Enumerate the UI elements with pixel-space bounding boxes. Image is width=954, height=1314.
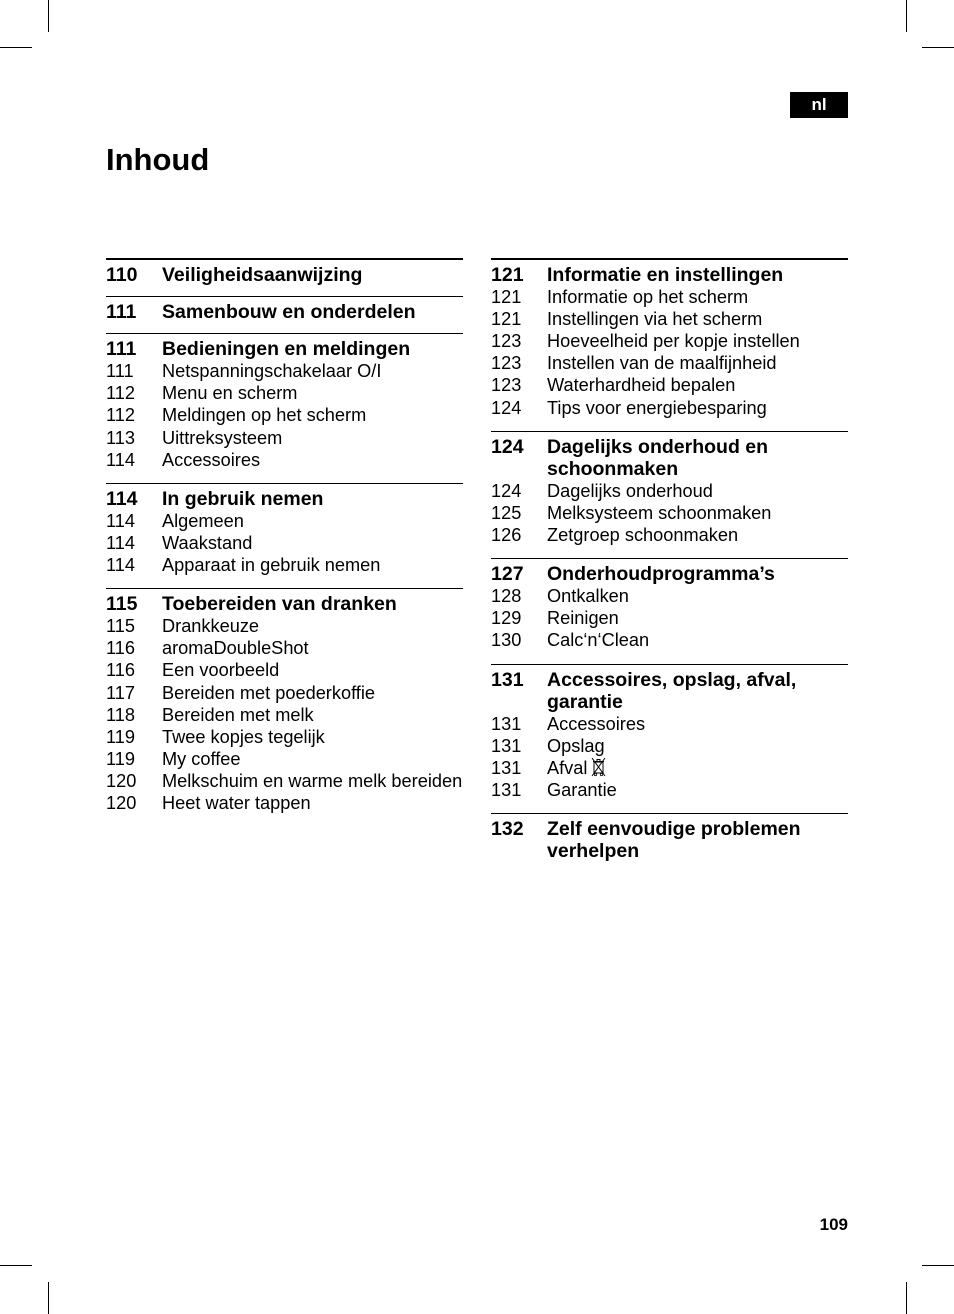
toc-entry-title bbox=[547, 374, 848, 396]
toc-entry-title bbox=[162, 382, 463, 404]
toc-entry[interactable] bbox=[106, 615, 463, 637]
toc-entry[interactable] bbox=[491, 779, 848, 801]
toc-entry-label: Meldingen op het scherm bbox=[162, 405, 367, 426]
toc-entry-label: In gebruik nemen bbox=[162, 487, 324, 510]
toc-page-number: 112 bbox=[106, 383, 135, 404]
toc-entry-label: Dagelijks onderhoud en schoonmaken bbox=[547, 435, 769, 480]
toc-page-number: 118 bbox=[106, 704, 135, 725]
toc-page-number: 124 bbox=[491, 435, 524, 458]
toc-entry-title bbox=[162, 532, 463, 554]
toc-entry-title bbox=[162, 554, 463, 576]
toc-entry-title bbox=[162, 682, 463, 704]
toc-entry-title bbox=[162, 637, 463, 659]
toc-entry-title bbox=[547, 607, 848, 629]
toc-page-number: 124 bbox=[491, 480, 522, 501]
toc-page-number: 111 bbox=[106, 338, 137, 361]
toc-entry[interactable] bbox=[491, 713, 848, 735]
toc-entry[interactable] bbox=[491, 524, 848, 546]
toc-entry-label: Informatie op het scherm bbox=[547, 287, 749, 308]
toc-section bbox=[491, 558, 848, 663]
toc-entry-title bbox=[547, 308, 848, 330]
toc-entry-label: Accessoires bbox=[162, 449, 261, 470]
toc-entry-title bbox=[162, 704, 463, 726]
toc-entry[interactable] bbox=[491, 330, 848, 352]
toc-entry[interactable] bbox=[106, 532, 463, 554]
toc-entry-label: Dagelijks onderhoud bbox=[547, 480, 713, 501]
toc-entry-title bbox=[547, 480, 848, 502]
toc-entry-title bbox=[547, 397, 848, 419]
toc-entry-label: Hoeveelheid per kopje instellen bbox=[547, 331, 800, 352]
toc-entry-label: Tips voor energiebesparing bbox=[547, 397, 767, 418]
toc-page-number: 123 bbox=[491, 375, 522, 396]
toc-page-number: 131 bbox=[491, 735, 522, 756]
toc-entry[interactable] bbox=[491, 397, 848, 419]
toc-entry-title bbox=[162, 659, 463, 681]
toc-entry[interactable] bbox=[106, 554, 463, 576]
page-number: 109 bbox=[819, 1215, 848, 1234]
toc-section-heading[interactable] bbox=[491, 669, 848, 713]
toc-page-number: 117 bbox=[106, 682, 135, 703]
toc-entry-title bbox=[162, 338, 463, 360]
toc-entry-title bbox=[547, 629, 848, 651]
toc-page-number: 127 bbox=[491, 563, 524, 586]
crop-mark bbox=[48, 0, 49, 32]
toc-page-number: 114 bbox=[106, 532, 135, 553]
toc-page-number: 126 bbox=[491, 525, 522, 546]
crop-mark bbox=[0, 1265, 32, 1266]
toc-entry-title bbox=[547, 669, 848, 713]
toc-section-heading[interactable] bbox=[491, 818, 848, 862]
toc-entry[interactable] bbox=[491, 308, 848, 330]
toc-entry[interactable] bbox=[491, 286, 848, 308]
toc-entry-title bbox=[547, 735, 848, 757]
toc-page-number: 132 bbox=[491, 818, 524, 841]
toc-entry-title bbox=[162, 264, 463, 286]
toc-entry-label: Samenbouw en onderdelen bbox=[162, 301, 416, 324]
toc-column-left bbox=[106, 258, 463, 826]
toc-entry-label: Waterhardheid bepalen bbox=[547, 375, 736, 396]
toc-section bbox=[106, 258, 463, 296]
toc-page-number: 119 bbox=[106, 726, 135, 747]
toc-page-number: 116 bbox=[106, 638, 135, 659]
toc-entry[interactable] bbox=[106, 449, 463, 471]
toc-entry-title bbox=[547, 563, 848, 585]
toc-entry[interactable] bbox=[106, 659, 463, 681]
toc-column-right bbox=[491, 258, 848, 872]
toc-entry[interactable] bbox=[106, 637, 463, 659]
toc-entry-label: Waakstand bbox=[162, 532, 253, 553]
toc-page-number: 115 bbox=[106, 616, 135, 637]
toc-page-number: 125 bbox=[491, 502, 522, 523]
toc-entry-label: Netspanningschakelaar O/I bbox=[162, 361, 382, 382]
toc-entry-label: Drankkeuze bbox=[162, 616, 260, 637]
toc-entry-title bbox=[547, 286, 848, 308]
toc-entry[interactable] bbox=[106, 704, 463, 726]
toc-page-number: 114 bbox=[106, 510, 135, 531]
toc-entry[interactable] bbox=[491, 502, 848, 524]
toc-page-number: 115 bbox=[106, 593, 138, 616]
toc-page-number: 119 bbox=[106, 748, 135, 769]
toc-entry-label: Accessoires bbox=[547, 713, 646, 734]
toc-entry-label: Reinigen bbox=[547, 608, 619, 629]
toc-entry-label: Melkschuim en warme melk bereiden bbox=[162, 770, 463, 791]
toc-page-number: 120 bbox=[106, 770, 137, 791]
toc-entry-label: Instellen van de maalfijnheid bbox=[547, 353, 777, 374]
toc-entry-title bbox=[162, 488, 463, 510]
toc-page-number: 116 bbox=[106, 660, 135, 681]
toc-entry-title bbox=[162, 427, 463, 449]
toc-entry[interactable] bbox=[491, 607, 848, 629]
toc-entry-title bbox=[162, 301, 463, 323]
toc-entry[interactable] bbox=[491, 735, 848, 757]
toc-entry-title bbox=[547, 524, 848, 546]
page-title: Inhoud bbox=[106, 142, 210, 177]
toc-entry-label: Bereiden met poederkoffie bbox=[162, 682, 376, 703]
toc-entry-title bbox=[547, 330, 848, 352]
toc-section-heading[interactable] bbox=[106, 488, 463, 510]
toc-page-number: 112 bbox=[106, 405, 135, 426]
toc-section-heading[interactable] bbox=[106, 264, 463, 286]
toc-section bbox=[106, 333, 463, 483]
toc-page-number: 123 bbox=[491, 331, 522, 352]
toc-entry-label: Instellingen via het scherm bbox=[547, 309, 763, 330]
toc-entry-label: Zetgroep schoonmaken bbox=[547, 525, 739, 546]
toc-entry-label: Bedieningen en meldingen bbox=[162, 338, 411, 361]
toc-entry-title bbox=[547, 585, 848, 607]
toc-entry-title bbox=[162, 510, 463, 532]
toc-page-number: 130 bbox=[491, 630, 522, 651]
toc-entry[interactable] bbox=[106, 427, 463, 449]
toc-page-number: 121 bbox=[491, 309, 522, 330]
toc-entry-label: Accessoires, opslag, afval, garantie bbox=[547, 668, 797, 713]
toc-entry-label: Een voorbeeld bbox=[162, 660, 280, 681]
toc-entry-title bbox=[162, 748, 463, 770]
toc-entry-title bbox=[162, 770, 463, 792]
crop-mark bbox=[0, 47, 32, 48]
toc-entry[interactable] bbox=[106, 404, 463, 426]
toc-entry[interactable] bbox=[491, 629, 848, 651]
toc-page-number: 114 bbox=[106, 449, 135, 470]
toc-section bbox=[491, 431, 848, 558]
toc-entry-title bbox=[162, 449, 463, 471]
toc-page-number: 114 bbox=[106, 555, 135, 576]
toc-entry-label: Calc‘n‘Clean bbox=[547, 630, 650, 651]
toc-entry-title bbox=[547, 502, 848, 524]
crop-mark bbox=[906, 1282, 907, 1314]
toc-entry-label: Algemeen bbox=[162, 510, 244, 531]
toc-entry[interactable] bbox=[106, 726, 463, 748]
toc-entry-label: My coffee bbox=[162, 748, 241, 769]
crop-mark bbox=[922, 1265, 954, 1266]
crop-mark bbox=[48, 1282, 49, 1314]
toc-section bbox=[491, 258, 848, 431]
toc-page-number: 111 bbox=[106, 361, 134, 382]
toc-section bbox=[491, 664, 848, 814]
crossed-out-bin-icon bbox=[591, 757, 606, 777]
toc-page-number: 131 bbox=[491, 713, 522, 734]
toc-page-number: 111 bbox=[106, 301, 137, 324]
toc-section-heading[interactable] bbox=[491, 563, 848, 585]
toc-page-number: 131 bbox=[491, 779, 522, 800]
toc-entry-title bbox=[162, 360, 463, 382]
toc-entry-title bbox=[547, 757, 848, 779]
toc-entry[interactable] bbox=[491, 352, 848, 374]
toc-page-number: 110 bbox=[106, 264, 138, 286]
toc-entry[interactable] bbox=[491, 374, 848, 396]
crop-mark bbox=[906, 0, 907, 32]
toc-entry-label: Ontkalken bbox=[547, 586, 629, 607]
toc-section-heading[interactable] bbox=[106, 301, 463, 323]
toc-entry[interactable] bbox=[491, 757, 848, 779]
toc-entry-title bbox=[162, 615, 463, 637]
toc-entry-label: Onderhoudprogramma’s bbox=[547, 563, 775, 586]
toc-page-number: 121 bbox=[491, 264, 524, 286]
toc-page-number: 120 bbox=[106, 792, 137, 813]
toc-entry[interactable] bbox=[106, 510, 463, 532]
toc-entry-title bbox=[547, 779, 848, 801]
toc-entry-title bbox=[547, 352, 848, 374]
toc-entry[interactable] bbox=[106, 770, 463, 792]
toc-entry-label: Melksysteem schoonmaken bbox=[547, 502, 772, 523]
toc-entry[interactable] bbox=[106, 792, 463, 814]
toc-entry-title bbox=[547, 264, 848, 286]
toc-section bbox=[106, 588, 463, 826]
toc-entry-label: Zelf eenvoudige problemen verhelpen bbox=[547, 818, 801, 863]
toc-section bbox=[491, 813, 848, 872]
toc-entry-label: Heet water tappen bbox=[162, 792, 311, 813]
toc-entry-label: Menu en scherm bbox=[162, 383, 298, 404]
toc-section bbox=[106, 483, 463, 588]
toc-entry-title bbox=[547, 818, 848, 862]
toc-entry[interactable] bbox=[106, 360, 463, 382]
toc-page-number: 131 bbox=[491, 757, 522, 778]
toc-entry-label: Informatie en instellingen bbox=[547, 264, 784, 286]
toc-entry-label: Uittreksysteem bbox=[162, 427, 283, 448]
toc-entry-label: Veiligheidsaanwijzing bbox=[162, 264, 363, 286]
toc-entry-label: Bereiden met melk bbox=[162, 704, 314, 725]
toc-entry-label: aromaDoubleShot bbox=[162, 638, 309, 659]
toc-entry-title bbox=[162, 726, 463, 748]
toc-entry-title bbox=[547, 713, 848, 735]
toc-entry[interactable] bbox=[491, 585, 848, 607]
toc-page-number: 123 bbox=[491, 353, 522, 374]
toc-section-heading[interactable] bbox=[491, 436, 848, 480]
toc-entry[interactable] bbox=[106, 382, 463, 404]
toc-entry-title bbox=[162, 593, 463, 615]
toc-page-number: 131 bbox=[491, 668, 524, 691]
toc-page-number: 124 bbox=[491, 397, 522, 418]
language-badge: nl bbox=[790, 92, 848, 118]
toc-entry[interactable] bbox=[106, 748, 463, 770]
crop-mark bbox=[922, 47, 954, 48]
toc-section-heading[interactable] bbox=[106, 593, 463, 615]
toc-section bbox=[106, 296, 463, 333]
toc-page-number: 128 bbox=[491, 586, 522, 607]
toc-section-heading[interactable] bbox=[106, 338, 463, 360]
toc-page-number: 121 bbox=[491, 287, 522, 308]
toc-entry-label: Garantie bbox=[547, 779, 617, 800]
toc-entry-title bbox=[162, 792, 463, 814]
toc-entry-title bbox=[547, 436, 848, 480]
toc-entry-label: Apparaat in gebruik nemen bbox=[162, 555, 381, 576]
toc-section-heading[interactable] bbox=[491, 264, 848, 286]
toc-page-number: 113 bbox=[106, 427, 135, 448]
toc-page-number: 129 bbox=[491, 608, 522, 629]
toc-entry-label: Twee kopjes tegelijk bbox=[162, 726, 325, 747]
toc-page-number: 114 bbox=[106, 487, 138, 510]
toc-entry-label: Afval bbox=[547, 757, 588, 778]
toc-entry[interactable] bbox=[491, 480, 848, 502]
toc-entry-label: Toebereiden van dranken bbox=[162, 593, 397, 616]
toc-entry-title bbox=[162, 404, 463, 426]
toc-entry-label: Opslag bbox=[547, 735, 605, 756]
toc-entry[interactable] bbox=[106, 682, 463, 704]
